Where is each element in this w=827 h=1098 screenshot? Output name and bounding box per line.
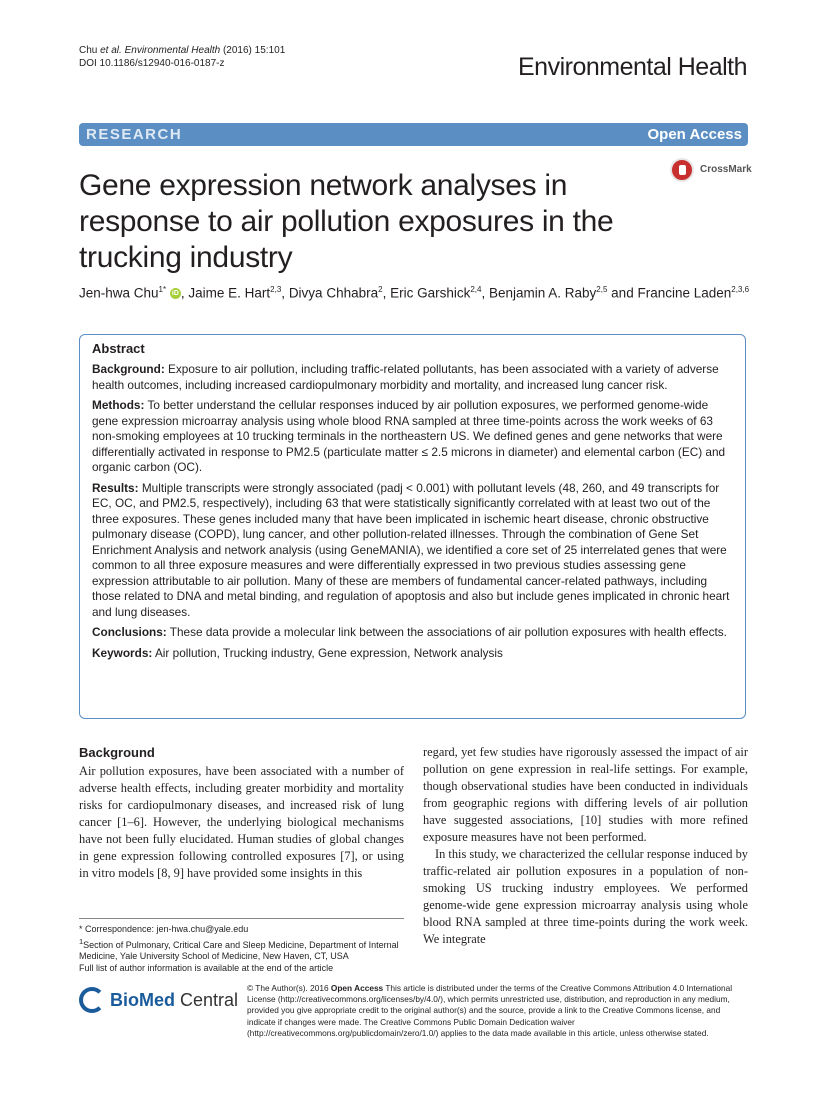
- body-paragraph: In this study, we characterized the cellular response induced by traffic-related air pollution exposures in a population of non-smoking US trucking industry employees. We performed genome-wide gene expression microarray analysis using whole blood RNA sampled at three time-points during the work week. We integrate: [423, 847, 748, 946]
- body-paragraph: regard, yet few studies have rigorously assessed the impact of air pollution on gene expression in real-life settings. For example, though observational studies have been conducted in individuals from geographic regions with differing levels of air pollution have suggested associations, [10] studies with more refined exposure measures have not been performed.: [423, 745, 748, 844]
- citation-line-1: Chu et al. Environmental Health (2016) 15:101: [79, 45, 286, 56]
- article-type-banner: [79, 123, 748, 146]
- body-right-column: [423, 744, 748, 948]
- body-paragraph: Air pollution exposures, have been associated with a number of adverse health effects, including greater morbidity and mortality risks for cardiopulmonary diseases, and increased risk of lung cancer [1–6]. However, the underlying biological mechanisms have not been fully elucidated. Human studies of global changes in gene expression following controlled exposures [7], or using in vitro models [8, 9] have provided some insights in this: [79, 764, 404, 880]
- open-access-label: Open Access: [647, 126, 742, 143]
- abstract-methods: Methods: To better understand the cellular responses induced by air pollution exposures, we performed genome-wide gene expression microarray analysis using whole blood RNA sampled at three time-points across the work weeks of 63 non-smoking employees at 10 trucking terminals in the northeastern US. We defined genes and gene networks that were differentially activated in response to PM2.5 (particulate matter ≤ 2.5 microns in diameter) and elemental carbon (EC) and organic carbon (OC).: [92, 398, 726, 474]
- biomed-central-logo[interactable]: BioMed Central: [79, 985, 239, 1019]
- journal-name: Environmental Health: [517, 53, 747, 81]
- affiliation: $^1$Section of Pulmonary, Critical Care and Sleep Medicine, Department of Internal Medicine, Yale University School of Medicine, New Haven, CT, USA: [79, 936, 399, 961]
- abstract-box: [79, 334, 746, 719]
- abstract-conclusions: Conclusions: These data provide a molecular link between the associations of air pollution exposures with health effects.: [92, 625, 727, 639]
- citation: [79, 44, 285, 70]
- section-heading: Background: [79, 745, 155, 760]
- section-label: RESEARCH: [86, 126, 183, 143]
- bmc-logo-icon: [79, 987, 105, 1013]
- abstract-background: Background: Exposure to air pollution, including traffic-related pollutants, has been associated with a variety of adverse health outcomes, including increased cardiopulmonary morbidity and mortality, and increased lung cancer risk.: [92, 362, 719, 392]
- correspondence: * Correspondence: jen-hwa.chu@yale.edu: [79, 924, 249, 934]
- article-title: Gene expression network analyses in response to air pollution exposures in the trucking industry: [79, 169, 614, 274]
- orcid-icon[interactable]: iD: [171, 290, 179, 298]
- author-name[interactable]: Francine Laden: [637, 285, 732, 301]
- license-text: © The Author(s). 2016 Open Access This article is distributed under the terms of the Creative Commons Attribution 4.0 International License (http://creativecommons.org/licenses/by/4.0/), which permits unrestricted use, distribution, and reproduction in any medium, provided you give appropriate credit to the original author(s) and the source, provide a link to the Creative Commons license, and indicate if changes were made. The Creative Commons Public Domain Dedication waiver (http://creativecommons.org/publicdomain/zero/1.0/) applies to the data made available in this article, unless otherwise stated.: [247, 983, 733, 1038]
- author-name[interactable]: Jen-hwa Chu: [79, 285, 159, 301]
- abstract-keywords: Keywords: Air pollution, Trucking industry, Gene expression, Network analysis: [92, 645, 503, 660]
- abstract-results: Results: Multiple transcripts were strongly associated (padj < 0.001) with pollutant levels (48, 260, and 49 transcripts for EC, OC, and PM2.5, respectively), including 63 that were statistically significantly correlated with at least two out of the three exposures. These genes included many that have been implicated in ischemic heart disease, chronic obstructive pulmonary disease (COPD), lung cancer, and other pollution-related illnesses. Through the combination of Gene Set Enrichment Analysis and network analysis (using GeneMANIA), we identified a core set of 25 interrelated genes that were common to all three exposure measures and were differentially expressed in two previous studies assessing gene expression attributable to air pollution. Many of these are members of fundamental cancer-related pathways, including those related to DNA and metal binding, and regulation of apoptosis and also but include genes implicated in chronic heart and lung diseases.: [92, 480, 730, 619]
- author-name[interactable]: Benjamin A. Raby: [488, 285, 597, 301]
- body-left-column: [79, 744, 404, 882]
- author-name[interactable]: Eric Garshick: [390, 285, 471, 301]
- crossmark-button[interactable]: [670, 158, 760, 186]
- author-name[interactable]: Divya Chhabra: [288, 285, 379, 301]
- author-name[interactable]: Jaime E. Hart: [188, 285, 271, 301]
- abstract-heading: Abstract: [92, 341, 145, 356]
- author-list: Jen-hwa Chu$^{1*}$ iD , Jaime E. Hart$^{2,3}$, Divya Chhabra$^2$, Eric Garshick$^{2,4}$, Benjamin A. Raby$^{2,5}$ and Francine Laden$^{2,3,6}$: [79, 285, 750, 301]
- doi[interactable]: DOI 10.1186/s12940-016-0187-z: [79, 58, 225, 69]
- footnote-divider: [79, 918, 404, 919]
- author-info-note: Full list of author information is available at the end of the article: [79, 962, 334, 973]
- footnotes: [79, 924, 409, 974]
- crossmark-label: CrossMark: [700, 164, 752, 175]
